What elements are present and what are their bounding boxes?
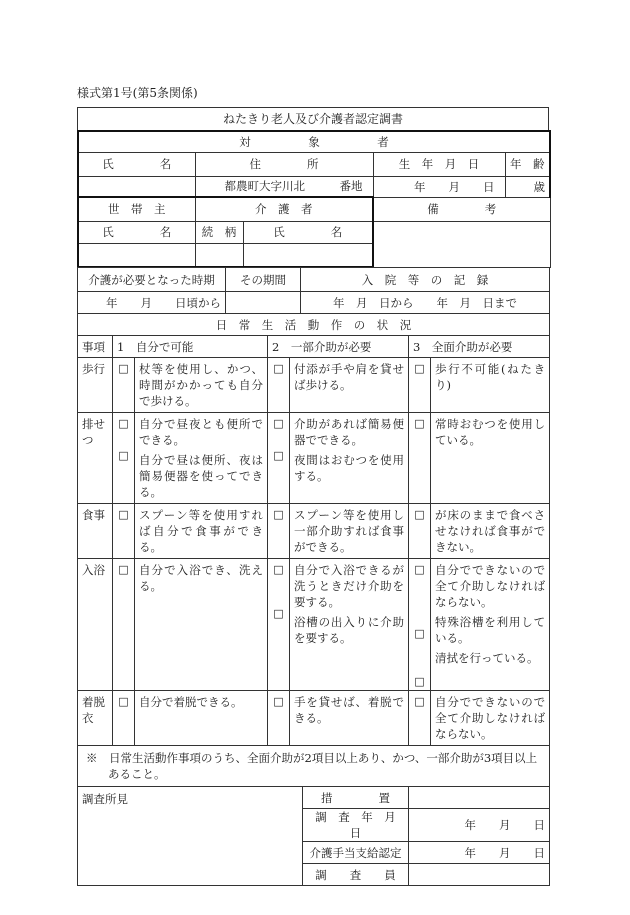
caregiver-name-value[interactable] [243,243,373,267]
checkbox[interactable]: □ [414,675,425,688]
title-table [77,107,549,131]
caregiver-label: 介 護 者 [195,197,373,221]
adl-row-toilet [78,413,550,504]
form-title: ねたきり老人及び介護者認定調書 [78,108,549,131]
toilet-option-1b: 自分で昼は便所、夜は簡易便器を使ってできる。 [139,453,263,499]
adl-row-walking [78,358,550,413]
subject-age-label: 年 齢 [505,152,550,176]
survey-date-value[interactable]: 年 月 日 [409,809,550,842]
survey-opinion[interactable]: 調査所見 [78,787,303,886]
dressing-option-1: 自分で着脱できる。 [135,691,268,746]
toilet-option-3: 常時おむつを使用している。 [431,413,550,504]
checkbox-group [409,559,431,691]
household-head-label: 世 帯 主 [78,197,195,221]
checkbox[interactable]: □ [113,691,135,746]
adl-item-dressing: 着脱衣 [78,691,113,746]
bath-option-2a: 自分で入浴できるが洗うときだけ介助を要する。 [294,563,404,609]
toilet-option-1a: 自分で昼夜とも便所でできる。 [139,417,263,447]
care-duration-label: その期間 [226,268,301,292]
checkbox[interactable]: □ [273,417,284,430]
bath-option-1: 自分で入浴でき、洗える。 [135,559,268,691]
checkbox[interactable]: □ [409,358,431,413]
dressing-option-3: 自分でできないので全て介助しなければならない。 [431,691,550,746]
measure-label: 措 置 [303,787,409,809]
adl-col-1: 1 自分で可能 [113,336,268,358]
adl-row-bath [78,559,550,691]
care-period-table [77,267,550,314]
adl-row-dressing [78,691,550,746]
care-start-label: 介護が必要となった時期 [78,268,226,292]
adl-item-meal: 食事 [78,504,113,559]
checkbox-group [113,413,135,504]
remarks-label: 備 考 [373,197,550,221]
bath-option-3b: 特殊浴槽を利用している。 [435,615,546,645]
adl-item-walking: 歩行 [78,358,113,413]
checkbox[interactable]: □ [113,559,135,691]
bath-option-3a: 自分でできないので全て介助しなければならない。 [435,563,546,609]
checkbox[interactable]: □ [268,504,290,559]
remarks-value[interactable] [373,221,550,267]
care-duration-value[interactable] [226,292,301,314]
checkbox[interactable]: □ [273,563,284,576]
subject-table [77,130,551,268]
checkbox[interactable]: □ [113,504,135,559]
certification-form [77,107,549,886]
checkbox[interactable]: □ [113,358,135,413]
relation-label: 続 柄 [195,221,243,243]
walking-option-2: 付添が手や肩を貸せば歩ける。 [290,358,409,413]
investigator-label: 調 査 員 [303,864,409,886]
care-start-value[interactable]: 年 月 日頃から [78,292,226,314]
checkbox[interactable]: □ [409,413,431,504]
checkbox[interactable]: □ [414,627,425,640]
meal-option-3: が床のままで食べさせなければ食事ができない。 [431,504,550,559]
bath-option-2b: 浴槽の出入りに介助を要する。 [294,615,404,645]
allowance-label: 介護手当支給認定 [303,842,409,864]
adl-col-item: 事項 [78,336,113,358]
checkbox[interactable]: □ [268,358,290,413]
checkbox-group [268,413,290,504]
walking-option-3: 歩行不可能(ねたきり) [431,358,550,413]
checkbox[interactable]: □ [409,504,431,559]
caregiver-name-label: 氏 名 [243,221,373,243]
survey-table [77,786,550,886]
bath-options-2 [290,559,409,691]
meal-option-2: スプーン等を使用し一部介助すれば食事ができる。 [290,504,409,559]
toilet-option-2b: 夜間はおむつを使用する。 [294,453,404,483]
subject-age-value[interactable]: 歳 [505,176,550,197]
subject-header: 対 象 者 [78,131,550,152]
checkbox[interactable]: □ [414,563,425,576]
bath-options-3 [431,559,550,691]
toilet-options-2 [290,413,409,504]
allowance-value[interactable]: 年 月 日 [409,842,550,864]
checkbox[interactable]: □ [409,691,431,746]
subject-address-value[interactable]: 都農町大字川北 番地 [195,176,373,197]
adl-table [77,313,550,787]
walking-option-1: 杖等を使用し、かつ、時間がかかっても自分で歩ける。 [135,358,268,413]
subject-birth-label: 生 年 月 日 [373,152,505,176]
adl-item-toilet: 排せつ [78,413,113,504]
hospital-record-label: 入 院 等 の 記 録 [301,268,550,292]
household-name-label: 氏 名 [78,221,195,243]
toilet-option-2a: 介助があれば簡易便器でできる。 [294,417,404,447]
measure-value[interactable] [409,787,550,809]
adl-header: 日 常 生 活 動 作 の 状 況 [78,314,550,336]
checkbox[interactable]: □ [273,607,284,620]
checkbox[interactable]: □ [273,449,284,462]
adl-item-bath: 入浴 [78,559,113,691]
checkbox[interactable]: □ [118,449,129,462]
checkbox[interactable]: □ [118,417,129,430]
checkbox-group [268,559,290,691]
household-name-value[interactable] [78,243,195,267]
adl-note: ※ 日常生活動作事項のうち、全面介助が2項目以上あり、かつ、一部介助が3項目以上あること。 [78,746,550,787]
subject-address-label: 住 所 [195,152,373,176]
investigator-value[interactable] [409,864,550,886]
hospital-record-value[interactable]: 年 月 日から 年 月 日まで [301,292,550,314]
form-id: 様式第1号(第5条関係) [77,86,198,100]
subject-name-value[interactable] [78,176,195,197]
subject-birth-value[interactable]: 年 月 日 [373,176,505,197]
checkbox[interactable]: □ [268,691,290,746]
subject-name-label: 氏 名 [78,152,195,176]
adl-row-meal [78,504,550,559]
survey-date-label: 調 査 年 月 日 [303,809,409,842]
relation-value[interactable] [195,243,243,267]
toilet-options-1 [135,413,268,504]
adl-col-2: 2 一部介助が必要 [268,336,409,358]
adl-col-3: 3 全面介助が必要 [409,336,550,358]
bath-option-3c: 清拭を行っている。 [435,651,539,665]
meal-option-1: スプーン等を使用すれば自分で食事ができる。 [135,504,268,559]
dressing-option-2: 手を貸せば、着脱できる。 [290,691,409,746]
